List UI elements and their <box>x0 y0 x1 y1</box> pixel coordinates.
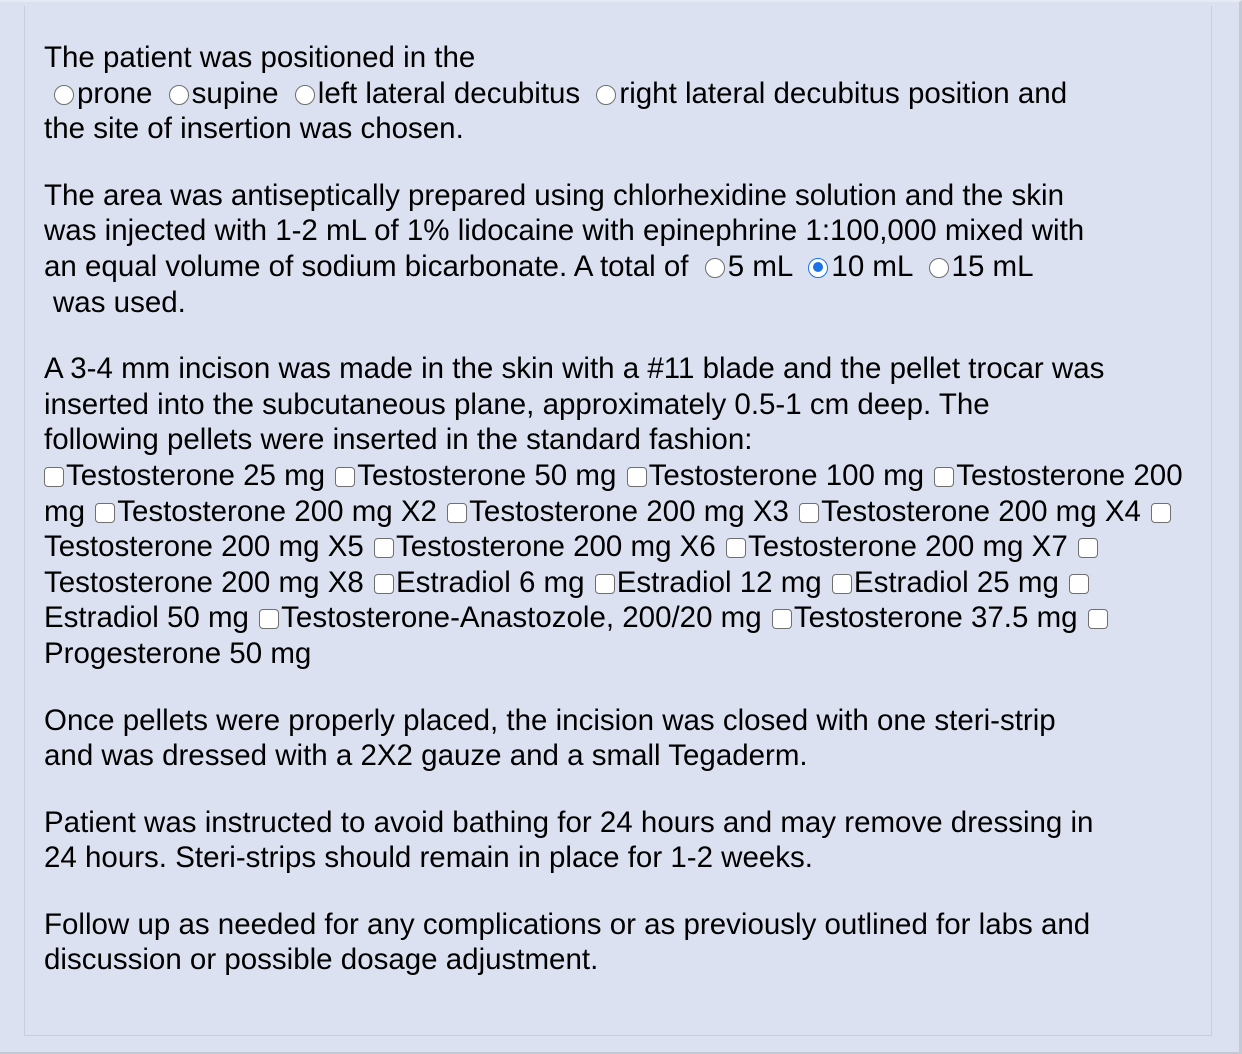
pellet-option <box>257 601 761 634</box>
pellet-checkbox-testosterone-200mg-x6[interactable] <box>374 538 394 558</box>
pellet-option <box>372 530 716 563</box>
pellet-checkbox-estradiol-50mg[interactable] <box>1069 574 1089 594</box>
volume-label-10ml: 10 mL <box>831 249 913 283</box>
instructions-line-2: 24 hours. Steri-strips should remain in place for 1-2 weeks. <box>44 841 813 875</box>
pellet-option <box>797 495 1141 528</box>
pellet-option <box>93 495 437 528</box>
position-label-left-lateral-decubitus: left lateral decubitus <box>317 76 581 110</box>
pellet-option <box>333 459 616 492</box>
positioning-text: The patient was positioned in the <box>44 41 476 74</box>
anesthesia-paragraph <box>44 178 1204 320</box>
pellet-option <box>625 459 925 492</box>
pellet-checkbox-estradiol-6mg[interactable] <box>374 574 394 594</box>
procedure-note <box>44 40 1204 1009</box>
pellet-label: Testosterone 200 mg X3 <box>469 494 789 528</box>
closure-paragraph <box>44 703 1204 774</box>
followup-line-2: discussion or possible dosage adjustment. <box>44 943 599 977</box>
closure-line-2: and was dressed with a 2X2 gauze and a small Tegaderm. <box>44 739 808 773</box>
pellet-label: Testosterone 200 mg X6 <box>395 530 716 564</box>
pellet-option <box>445 495 789 528</box>
anesthesia-line-3-text: an equal volume of sodium bicarbonate. A total of <box>44 249 689 283</box>
anesthesia-line-2: was injected with 1-2 mL of 1% lidocaine with epinephrine 1:100,000 mixed with <box>44 214 1085 248</box>
pellet-checkbox-estradiol-12mg[interactable] <box>595 574 615 594</box>
pellet-label: Estradiol 25 mg <box>853 565 1059 599</box>
pellet-checkbox-testosterone-200mg-x5[interactable] <box>1151 503 1171 523</box>
pellet-option <box>593 566 822 599</box>
position-label-supine: supine <box>191 76 279 110</box>
procedure-paragraph <box>44 351 1204 671</box>
position-radio-left-lateral-decubitus[interactable] <box>295 85 315 105</box>
pellet-label: Progesterone 50 mg <box>44 636 312 670</box>
position-radio-right-lateral-decubitus[interactable] <box>596 85 616 105</box>
pellet-checkbox-testosterone-200mg[interactable] <box>934 467 954 487</box>
pellet-label: Testosterone 200 mg X7 <box>747 530 1068 564</box>
position-radio-supine[interactable] <box>169 85 189 105</box>
pellet-label: Estradiol 6 mg <box>395 565 585 599</box>
pellet-label: Testosterone 50 mg <box>357 458 617 492</box>
pellet-label: Testosterone 100 mg <box>648 458 925 492</box>
volume-radio-5ml[interactable] <box>705 258 725 278</box>
followup-paragraph <box>44 907 1204 978</box>
position-radio-prone[interactable] <box>54 85 74 105</box>
anesthesia-line-3 <box>44 249 1204 285</box>
pellet-option <box>372 566 585 599</box>
procedure-line-1: A 3-4 mm incison was made in the skin with a #11 blade and the pellet trocar was <box>44 352 1105 386</box>
pellet-label: Estradiol 12 mg <box>616 565 822 599</box>
volume-radio-15ml[interactable] <box>929 258 949 278</box>
pellet-label: Testosterone 200 mg X5 <box>44 530 364 564</box>
position-after-text: position and <box>908 76 1068 110</box>
positioning-paragraph <box>44 40 1204 147</box>
anesthesia-line-4: was used. <box>53 285 186 319</box>
position-label-right-lateral-decubitus: right lateral decubitus <box>619 76 900 110</box>
pellet-option <box>830 566 1059 599</box>
pellet-options <box>44 458 1204 672</box>
volume-label-5ml: 5 mL <box>727 249 793 283</box>
pellet-checkbox-estradiol-25mg[interactable] <box>832 574 852 594</box>
pellet-label: Testosterone 25 mg <box>66 458 326 492</box>
pellet-checkbox-testosterone-50mg[interactable] <box>335 467 355 487</box>
pellet-label: Testosterone-Anastozole, 200/20 mg <box>281 601 762 635</box>
procedure-line-2: inserted into the subcutaneous plane, approximately 0.5-1 cm deep. The <box>44 387 990 421</box>
instructions-paragraph <box>44 805 1204 876</box>
pellet-checkbox-testosterone-200mg-x3[interactable] <box>447 503 467 523</box>
positioning-last-line: the site of insertion was chosen. <box>44 112 464 146</box>
pellet-checkbox-testosterone-200mg-x7[interactable] <box>726 538 746 558</box>
pellet-checkbox-testosterone-200mg-x2[interactable] <box>95 503 115 523</box>
instructions-line-1: Patient was instructed to avoid bathing for 24 hours and may remove dressing in <box>44 805 1094 839</box>
pellet-checkbox-progesterone-50mg[interactable] <box>1088 609 1108 629</box>
pellet-checkbox-testosterone-25mg[interactable] <box>44 467 64 487</box>
volume-radio-10ml[interactable] <box>808 258 828 278</box>
position-options-line <box>44 76 1204 112</box>
pellet-label: Testosterone 200 mg <box>44 458 1183 528</box>
volume-label-15ml: 15 mL <box>951 249 1034 283</box>
pellet-checkbox-testosterone-100mg[interactable] <box>627 467 647 487</box>
pellet-checkbox-testosterone-anastozole[interactable] <box>259 609 279 629</box>
pellet-option <box>770 601 1078 634</box>
pellet-checkbox-testosterone-200mg-x4[interactable] <box>799 503 819 523</box>
pellet-label: Testosterone 200 mg X8 <box>44 565 364 599</box>
position-label-prone: prone <box>77 76 153 110</box>
procedure-line-3: following pellets were inserted in the standard fashion: <box>44 423 753 457</box>
pellet-option <box>724 530 1068 563</box>
pellet-label: Testosterone 37.5 mg <box>793 601 1078 635</box>
pellet-label: Testosterone 200 mg X4 <box>821 494 1141 528</box>
anesthesia-line-1: The area was antiseptically prepared using chlorhexidine solution and the skin <box>44 178 1064 212</box>
closure-line-1: Once pellets were properly placed, the incision was closed with one steri-strip <box>44 703 1056 737</box>
followup-line-1: Follow up as needed for any complications or as previously outlined for labs and <box>44 907 1091 941</box>
pellet-option <box>44 459 325 492</box>
pellet-label: Estradiol 50 mg <box>44 601 249 635</box>
pellet-checkbox-testosterone-200mg-x8[interactable] <box>1078 538 1098 558</box>
pellet-checkbox-testosterone-37-5mg[interactable] <box>772 609 792 629</box>
pellet-label: Testosterone 200 mg X2 <box>117 494 437 528</box>
